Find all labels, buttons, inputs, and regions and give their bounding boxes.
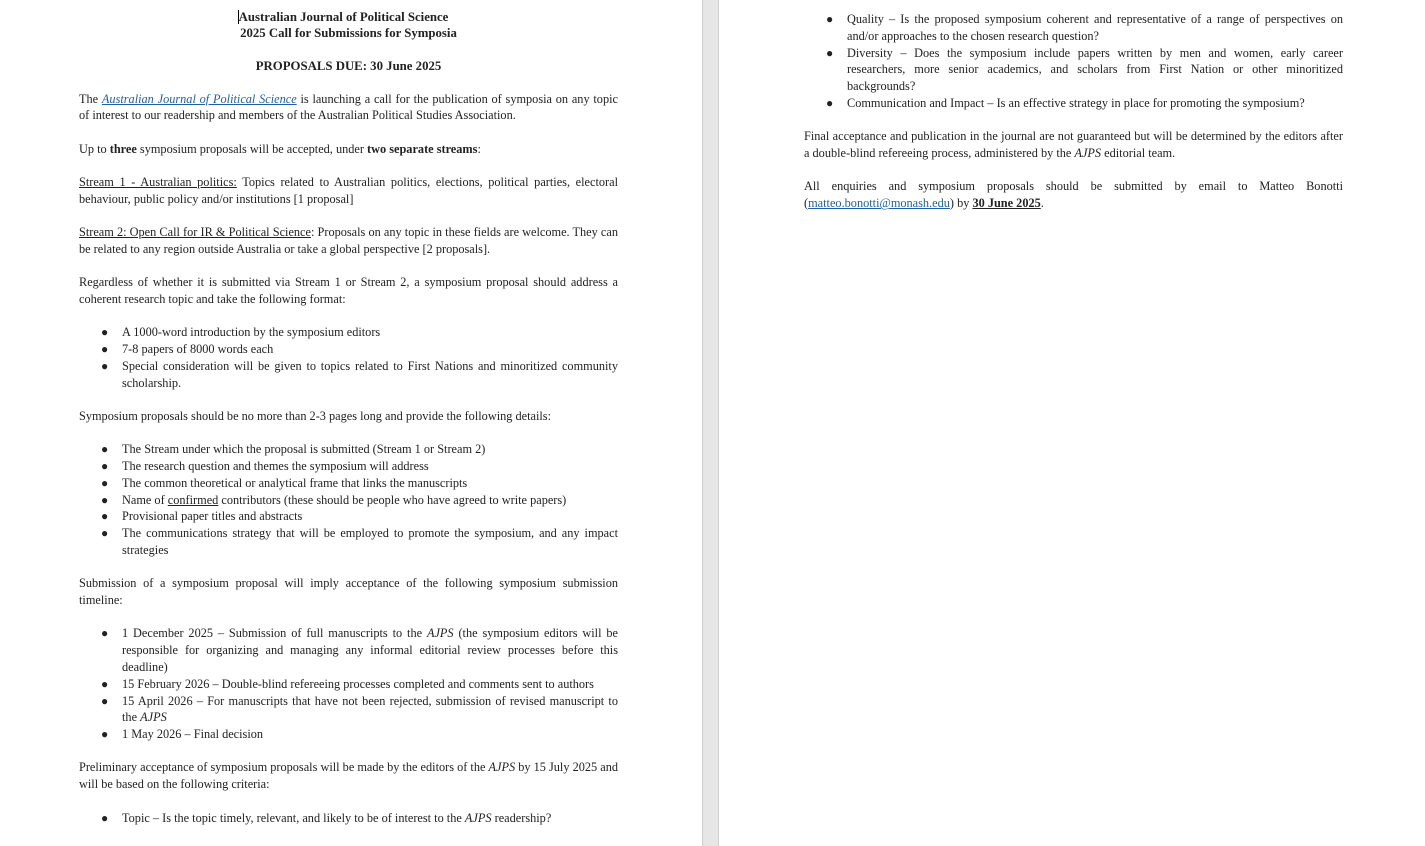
page-1-content bbox=[79, 9, 618, 826]
ajps-italic: AJPS bbox=[1074, 146, 1102, 161]
intro-paragraph bbox=[79, 91, 618, 125]
list-item bbox=[101, 475, 618, 492]
bullet-icon: ● bbox=[101, 325, 109, 340]
list-item-text: The Stream under which the proposal is submitted (Stream 1 or Stream 2) bbox=[122, 442, 486, 457]
bullet-icon: ● bbox=[101, 341, 109, 356]
bullet-icon: ● bbox=[101, 693, 109, 708]
stream-1-text: Topics related to Australian politics, elections, political parties, electoral behaviour, public policy and/or institutions [1 proposal] bbox=[79, 174, 618, 206]
stream-1-label: Stream 1 - Australian politics: bbox=[79, 174, 237, 189]
list-item-text: Topic – Is the topic timely, relevant, and likely to be of interest to the bbox=[122, 810, 465, 825]
stream-1-paragraph bbox=[79, 174, 618, 208]
list-item-text: 7-8 papers of 8000 words each bbox=[122, 341, 274, 356]
bullet-icon: ● bbox=[826, 95, 834, 110]
list-item bbox=[826, 95, 1343, 112]
enquiries-pre: All enquiries and symposium proposals should be submitted by email to Matteo Bonotti ( bbox=[804, 179, 1343, 211]
stream-2-label: Stream 2: Open Call for IR & Political Science bbox=[79, 224, 311, 239]
details-intro-paragraph: Symposium proposals should be no more than 2-3 pages long and provide the following details: bbox=[79, 408, 552, 423]
bullet-icon: ● bbox=[101, 727, 109, 742]
list-item-text: 15 April 2026 – For manuscripts that have not been rejected, submission of revised manuscript to the bbox=[122, 693, 618, 725]
list-item-text: Special consideration will be given to topics related to First Nations and minoritized community scholarship. bbox=[122, 358, 618, 390]
streams-b2: two separate streams bbox=[367, 141, 478, 156]
stream-2-paragraph bbox=[79, 224, 618, 258]
list-item bbox=[101, 676, 618, 693]
bullet-icon: ● bbox=[826, 12, 834, 26]
list-item-text: A 1000-word introduction by the symposium editors bbox=[122, 325, 381, 340]
list-item-text: Name of bbox=[122, 492, 168, 507]
format-intro-paragraph: Regardless of whether it is submitted via Stream 1 or Stream 2, a symposium proposal should address a coherent research topic and take the following format: bbox=[79, 275, 618, 306]
stream-2-text: : Proposals on any topic in these fields are welcome. They can be related to any region outside Australia or take a global perspective [2 proposals]. bbox=[79, 224, 618, 256]
criteria-pre: Preliminary acceptance of symposium proposals will be made by the editors of the bbox=[79, 760, 489, 775]
list-item bbox=[101, 693, 618, 727]
list-item bbox=[101, 324, 618, 341]
journal-link-text: Australian Journal of Political Science bbox=[101, 91, 297, 106]
streams-t2: symposium proposals will be accepted, under bbox=[136, 141, 368, 156]
list-item-text: 1 May 2026 – Final decision bbox=[122, 727, 264, 742]
criteria-list-part-2 bbox=[804, 11, 1343, 112]
list-item-text: Provisional paper titles and abstracts bbox=[122, 509, 303, 524]
list-item-text: 15 February 2026 – Double-blind refereeing processes completed and comments sent to authors bbox=[122, 676, 594, 691]
list-item bbox=[101, 441, 618, 458]
list-item bbox=[101, 625, 619, 675]
bullet-icon: ● bbox=[101, 676, 109, 691]
bullet-icon: ● bbox=[826, 45, 834, 60]
streams-t1: Up to bbox=[79, 141, 110, 156]
list-item-text: (the symposium editors will be responsible for organizing and managing any informal editorial review processes before this deadline) bbox=[122, 626, 619, 674]
list-item-text: contributors (these should be people who have agreed to write papers) bbox=[218, 492, 567, 507]
list-item bbox=[101, 458, 618, 475]
streams-intro-paragraph bbox=[79, 141, 618, 158]
enquiries-mid: ) by bbox=[949, 196, 973, 211]
streams-b1: three bbox=[109, 141, 137, 156]
call-title: 2025 Call for Submissions for Symposia bbox=[240, 26, 457, 40]
journal-title-text: Australian Journal of Political Science bbox=[238, 10, 449, 24]
enquiries-paragraph bbox=[804, 178, 1343, 212]
ajps-italic: AJPS bbox=[488, 760, 516, 775]
bullet-icon: ● bbox=[101, 626, 109, 641]
final-pre: Final acceptance and publication in the journal are not guaranteed but will be determined by the editors after a double-blind refereeing process, administered by the bbox=[804, 129, 1343, 161]
ajps-italic: AJPS bbox=[140, 710, 167, 725]
timeline-intro-paragraph: Submission of a symposium proposal will imply acceptance of the following symposium submission timeline: bbox=[79, 576, 618, 608]
document-page-2 bbox=[719, 0, 1425, 846]
list-item bbox=[101, 358, 618, 392]
ajps-italic: AJPS bbox=[426, 626, 454, 641]
final-post: editorial team. bbox=[1101, 146, 1176, 161]
list-item bbox=[101, 525, 618, 559]
page-separator bbox=[702, 0, 719, 846]
list-item-text: The research question and themes the symposium will address bbox=[122, 458, 429, 473]
deadline-date: 30 June 2025 bbox=[972, 196, 1041, 211]
final-acceptance-paragraph bbox=[804, 128, 1343, 162]
list-item-text: Communication and Impact – Is an effective strategy in place for promoting the symposium? bbox=[847, 95, 1305, 110]
bullet-icon: ● bbox=[101, 526, 109, 541]
list-item bbox=[826, 45, 1343, 95]
intro-post: is launching a call for the publication of symposia on any topic of interest to our readership and members of the Australian Political Studies Association. bbox=[79, 91, 618, 123]
list-item bbox=[826, 11, 1343, 45]
due-date-heading: PROPOSALS DUE: 30 June 2025 bbox=[255, 59, 442, 73]
list-item bbox=[101, 726, 618, 743]
criteria-post: by 15 July 2025 and will be based on the following criteria: bbox=[79, 760, 618, 792]
bullet-icon: ● bbox=[101, 442, 109, 457]
list-item-text: Diversity – Does the symposium include papers written by men and women, early career researchers, more senior academics, and scholars from First Nation or other minoritized backgrounds? bbox=[847, 45, 1343, 94]
criteria-intro-paragraph bbox=[79, 759, 618, 793]
criteria-list-part-1 bbox=[79, 810, 618, 827]
timeline-list bbox=[79, 625, 618, 743]
bullet-icon: ● bbox=[101, 458, 109, 473]
enquiries-post: . bbox=[1040, 196, 1044, 211]
bullet-icon: ● bbox=[101, 492, 109, 507]
list-item-text: readership? bbox=[491, 810, 552, 825]
bullet-icon: ● bbox=[101, 358, 109, 373]
list-item bbox=[101, 508, 618, 525]
list-item bbox=[101, 810, 618, 827]
confirmed-underlined: confirmed bbox=[167, 492, 219, 507]
document-page-1 bbox=[0, 0, 702, 846]
list-item-text: 1 December 2025 – Submission of full manuscripts to the bbox=[122, 626, 427, 641]
list-item-text: Quality – Is the proposed symposium coherent and representative of a range of perspectives on and/or approaches to the chosen research question? bbox=[847, 12, 1343, 43]
intro-pre: The bbox=[79, 91, 102, 106]
bullet-icon: ● bbox=[101, 509, 109, 524]
journal-link[interactable] bbox=[102, 92, 297, 106]
ajps-italic: AJPS bbox=[464, 810, 492, 825]
list-item bbox=[101, 492, 618, 509]
format-list bbox=[79, 324, 618, 391]
details-list bbox=[79, 441, 618, 559]
list-item-text: The common theoretical or analytical frame that links the manuscripts bbox=[122, 475, 468, 490]
streams-t3: : bbox=[477, 141, 481, 156]
page-2-content bbox=[804, 11, 1343, 212]
bullet-icon: ● bbox=[101, 810, 109, 825]
list-item bbox=[101, 341, 618, 358]
bullet-icon: ● bbox=[101, 475, 109, 490]
journal-title bbox=[68, 9, 618, 25]
email-link[interactable]: matteo.bonotti@monash.edu bbox=[808, 196, 950, 211]
list-item-text: The communications strategy that will be employed to promote the symposium, and any impact strategies bbox=[122, 526, 618, 557]
